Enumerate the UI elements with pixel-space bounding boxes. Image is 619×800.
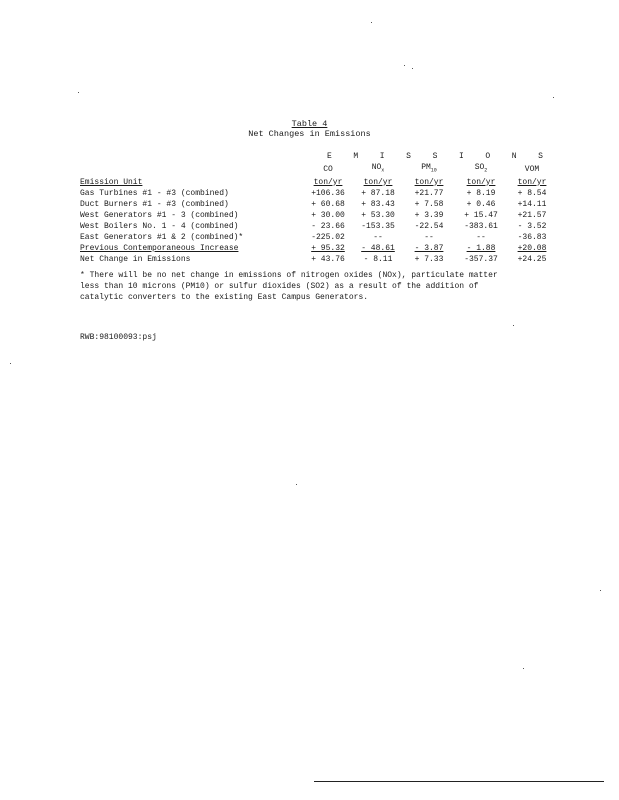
pollutant-nox: $NO_x$ [371, 163, 385, 174]
table-row: Gas Turbines #1 - #3 (combined) +106.36 + 87.18 +21.77 + 8.19 + 8.54 [80, 188, 547, 198]
scan-speck [412, 68, 413, 69]
unit-label: ton/yr [466, 177, 496, 187]
pollutant-row [80, 162, 557, 177]
unit-label: ton/yr [313, 177, 343, 187]
scan-speck [513, 325, 514, 326]
table-row: West Generators #1 - 3 (combined) + 30.00 + 53.30 + 3.39 + 15.47 +21.57 [80, 210, 547, 220]
table-row: West Boilers No. 1 - 4 (combined) - 23.66 -153.35 -22.54 -383.61 - 3.52 [80, 221, 547, 231]
emissions-table [80, 151, 557, 265]
pollutant-pm10: $PM_{10}$ [421, 163, 437, 174]
unit-label: ton/yr [517, 177, 547, 187]
scan-speck [523, 668, 524, 669]
scan-speck [600, 590, 601, 591]
scan-speck [404, 65, 405, 66]
table-row: East Generators #1 & 2 (combined)* -225.02 -- -- -- -36.83 [80, 232, 547, 242]
emission-unit-header: Emission Unit [80, 177, 143, 187]
table-row: Duct Burners #1 - #3 (combined) + 60.68 + 83.43 + 7.58 + 0.46 +14.11 [80, 199, 547, 209]
scan-speck [78, 92, 79, 93]
table-row: Previous Contemporaneous Increase + 95.32 - 48.61 - 3.87 - 1.88 +20.08 [80, 243, 547, 253]
table-row: Net Change in Emissions + 43.76 - 8.11 + 7.33 -357.37 +24.25 [80, 254, 547, 264]
scan-speck [371, 22, 372, 23]
scan-speck [10, 363, 11, 364]
table-subtitle: Net Changes in Emissions [248, 129, 371, 139]
bottom-rule [314, 781, 604, 782]
emissions-header-row [80, 151, 557, 162]
reference-code: RWB:98100093:psj [80, 333, 157, 342]
table-title: Table 4 [291, 119, 328, 129]
footnote: * There will be no net change in emissions of nitrogen oxides (NOx), particulate matter less than 10 microns (PM10) or sulfur dioxides (SO2) as a result of the addition of catalytic converters to the existing East Campus Generators. [80, 271, 498, 302]
pollutant-vom: VOM [524, 164, 540, 174]
units-row [80, 177, 557, 188]
unit-label: ton/yr [363, 177, 393, 187]
pollutant-so2: $SO_2$ [474, 163, 488, 174]
scan-speck [296, 484, 297, 485]
pollutant-co: CO [323, 164, 333, 174]
scan-speck [553, 97, 554, 98]
emissions-header: E M I S S I O N S [327, 152, 543, 161]
unit-label: ton/yr [414, 177, 444, 187]
